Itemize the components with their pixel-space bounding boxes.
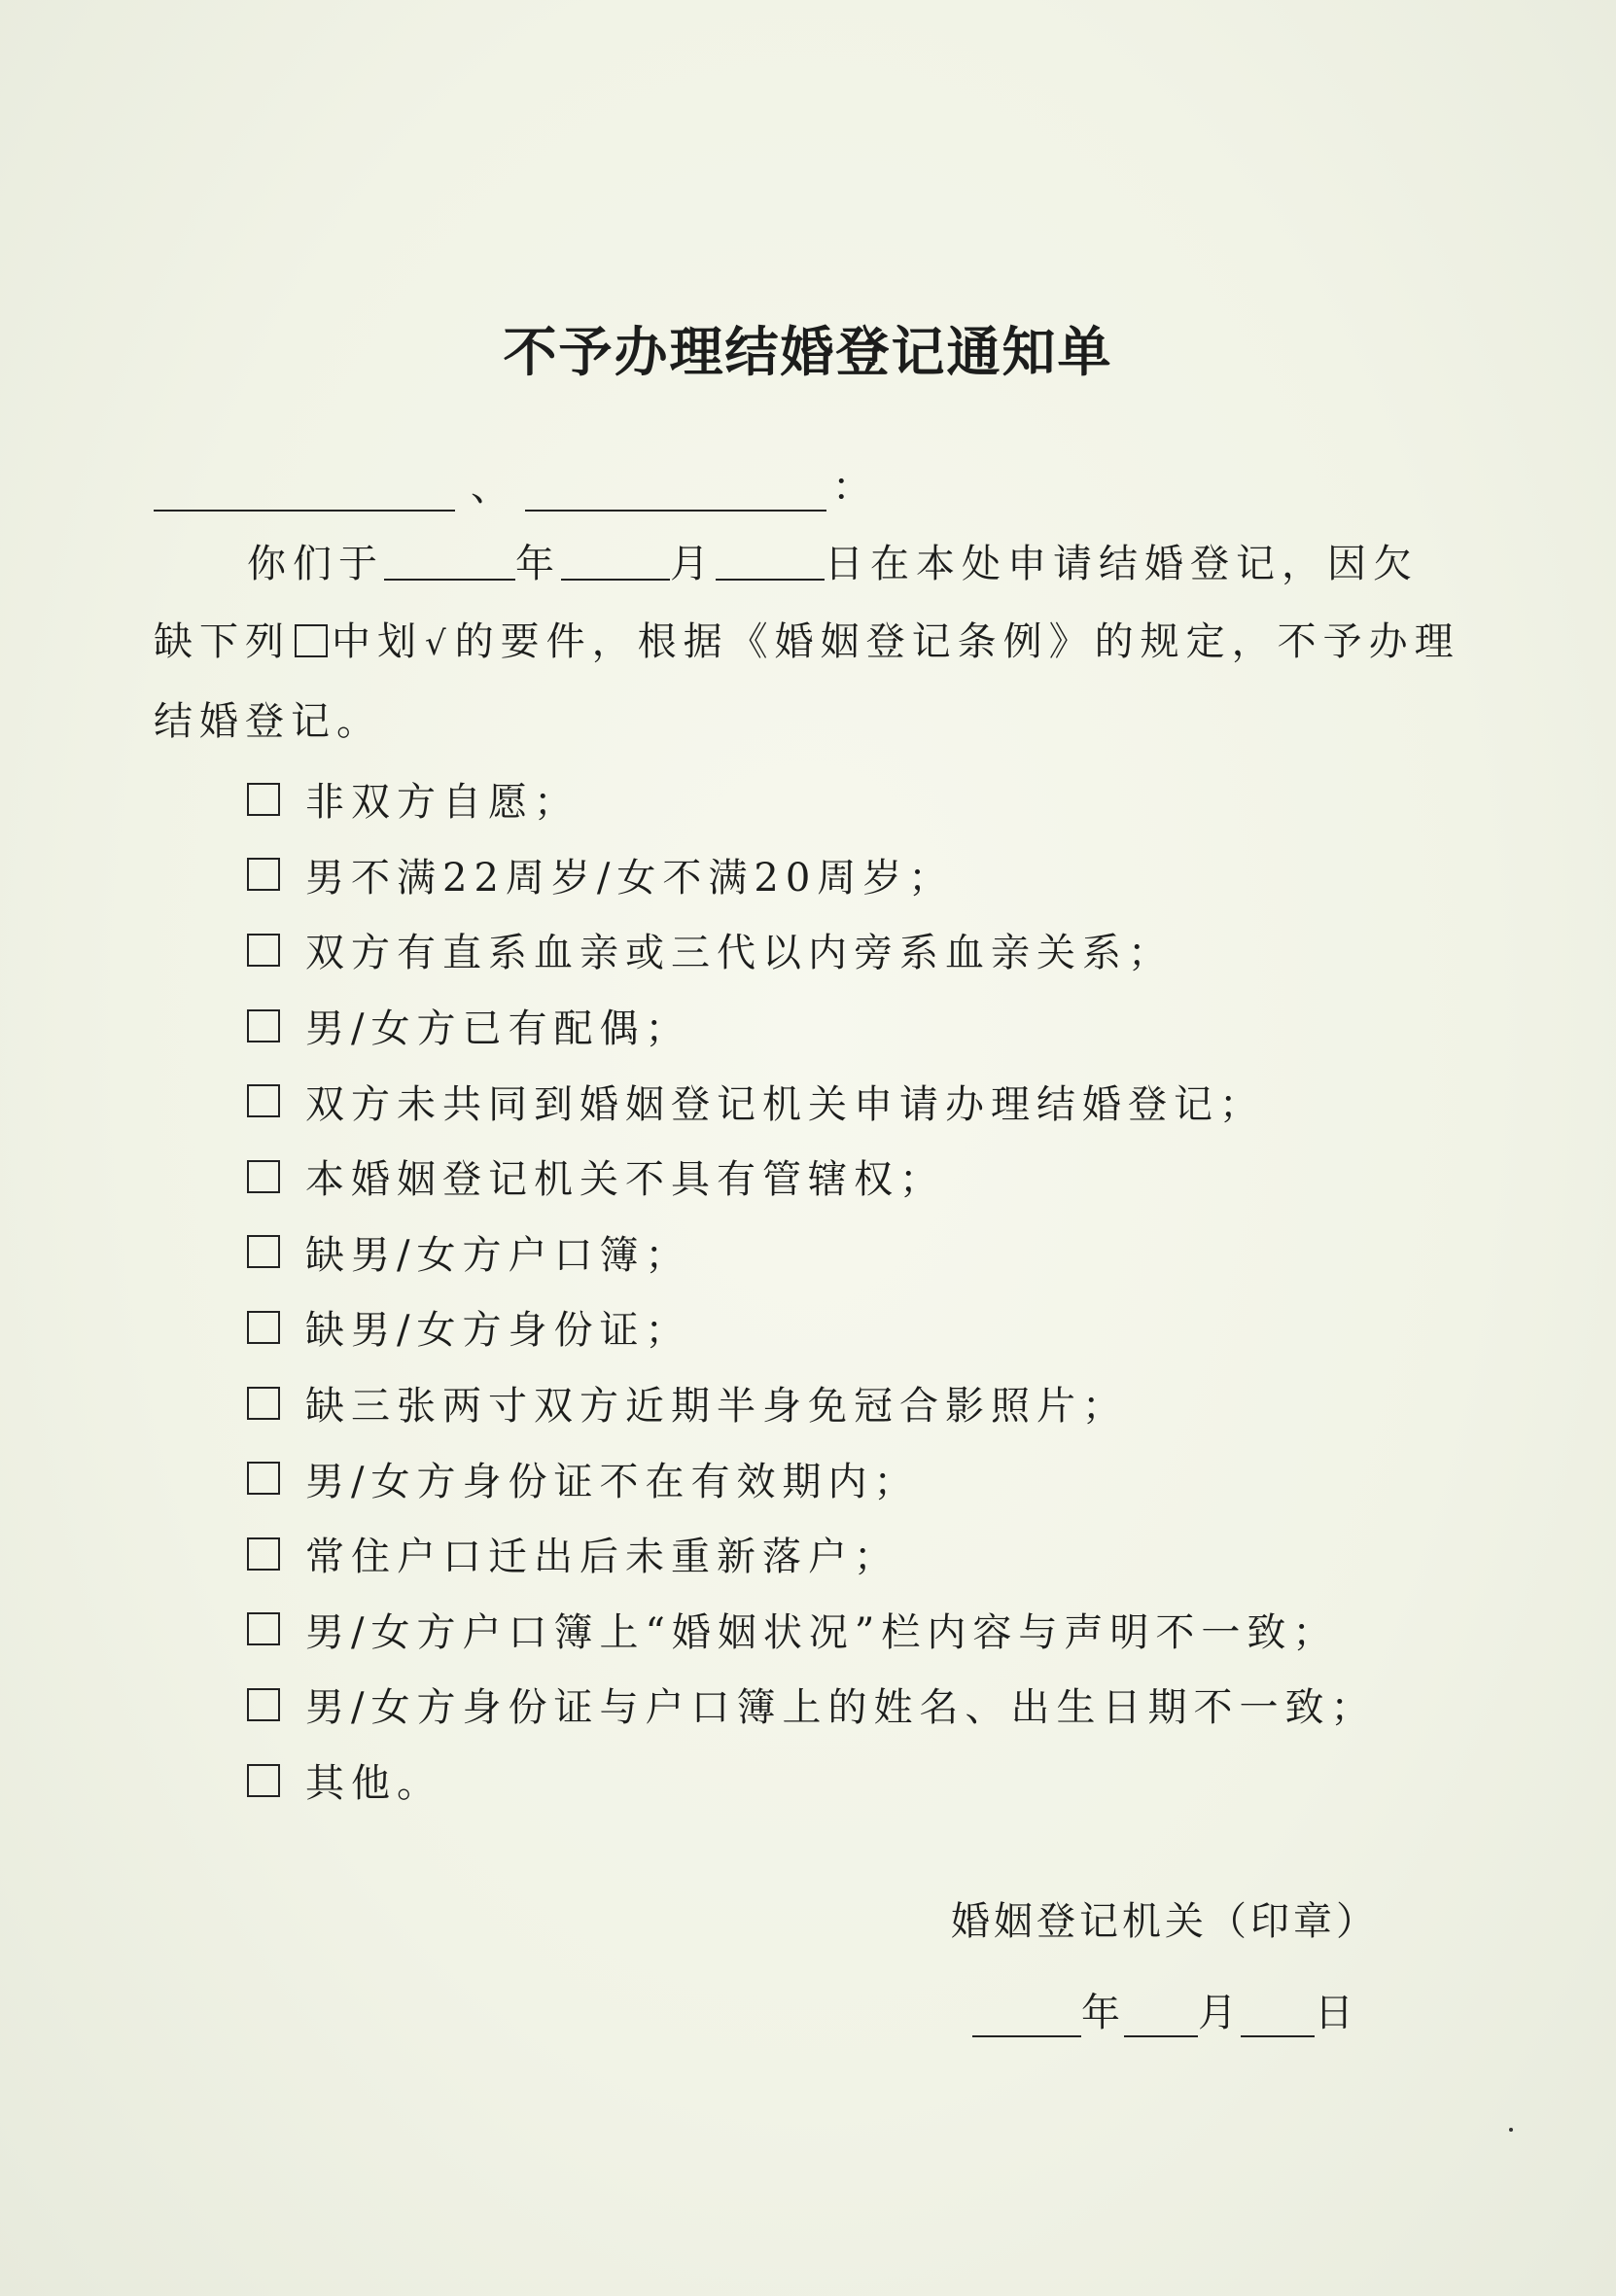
checkbox[interactable] (247, 934, 280, 967)
addressee-separator: 、 (471, 465, 509, 510)
checklist-item-label: 男/女方已有配偶； (305, 1007, 691, 1052)
year-blank[interactable] (384, 546, 515, 581)
checklist-item (247, 1592, 1376, 1668)
checkbox[interactable] (247, 1688, 280, 1721)
checklist-item (247, 1365, 1376, 1441)
checklist-item-label: 常住户口迁出后未重新落户； (305, 1535, 899, 1580)
day-blank[interactable] (716, 546, 825, 581)
issuing-agency-seal: 婚姻登记机关（印章） (951, 1899, 1379, 1944)
month-blank[interactable] (561, 546, 670, 581)
intro-line-2 (154, 603, 1466, 683)
checklist-item-label: 其他。 (305, 1761, 442, 1807)
checkbox[interactable] (247, 1537, 280, 1571)
checklist-item-label: 双方未共同到婚姻登记机关申请办理结婚登记； (305, 1081, 1265, 1127)
footer-year-blank[interactable] (972, 2002, 1081, 2037)
paper-speck (1509, 2128, 1513, 2132)
checklist-item-label: 缺三张两寸双方近期半身免冠合影照片； (305, 1384, 1128, 1430)
footer-date-line (972, 1982, 1357, 2037)
footer-month-blank[interactable] (1124, 2002, 1198, 2037)
checkbox[interactable] (247, 1462, 280, 1495)
intro-line2-suffix: 的要件，根据《婚姻登记条例》的规定，不予办理 (454, 619, 1460, 664)
checkbox[interactable] (247, 1084, 280, 1117)
checklist-item-label: 男/女方身份证不在有效期内； (305, 1459, 920, 1504)
addressee-line (154, 467, 871, 512)
checkbox[interactable] (247, 1387, 280, 1420)
checklist-item (247, 837, 1376, 913)
intro-prefix: 你们于 (247, 542, 384, 586)
checkbox[interactable] (247, 1612, 280, 1645)
checklist-item-label: 缺男/女方身份证； (305, 1308, 691, 1354)
footer-day-label: 日 (1315, 1991, 1357, 2035)
checkbox[interactable] (247, 1764, 280, 1797)
addressee-colon: ： (832, 465, 871, 510)
checklist-item (247, 1440, 1376, 1516)
checkbox[interactable] (247, 1009, 280, 1042)
footer-year-label: 年 (1081, 1991, 1124, 2035)
checklist-item-label: 本婚姻登记机关不具有管辖权； (305, 1157, 945, 1203)
checklist-item (247, 1063, 1376, 1139)
checklist-item-label: 非双方自愿； (305, 780, 580, 826)
document-title: 不予办理结婚登记通知单 (503, 321, 1113, 383)
checklist-item (247, 1139, 1376, 1215)
requirement-checklist (247, 761, 1376, 1818)
checkbox[interactable] (247, 783, 280, 816)
intro-line2-mid: 中划 (332, 619, 423, 664)
addressee-name-blank-2[interactable] (525, 473, 826, 512)
intro-line1-suffix: 日在本处申请结婚登记，因欠 (825, 542, 1419, 586)
checklist-item (247, 1667, 1376, 1743)
checklist-item-label: 双方有直系血亲或三代以内旁系血亲关系； (305, 931, 1174, 976)
checkbox[interactable] (247, 858, 280, 891)
addressee-name-blank-1[interactable] (154, 473, 455, 512)
checklist-item (247, 1516, 1376, 1592)
intro-year-label: 年 (515, 542, 561, 586)
intro-line-3: 结婚登记。 (154, 699, 382, 744)
checkbox[interactable] (247, 1311, 280, 1344)
checkbox-icon (295, 624, 328, 657)
checkbox[interactable] (247, 1235, 280, 1268)
intro-paragraph (154, 525, 1466, 760)
checkbox[interactable] (247, 1160, 280, 1193)
checklist-item-label: 男/女方户口簿上“婚姻状况”栏内容与声明不一致； (305, 1609, 1339, 1655)
checklist-item-label: 男不满22周岁/女不满20周岁； (305, 855, 955, 901)
checklist-item (247, 761, 1376, 837)
checklist-item (247, 988, 1376, 1064)
checklist-item-label: 缺男/女方户口簿； (305, 1232, 691, 1278)
checklist-item (247, 912, 1376, 988)
checklist-item (247, 1743, 1376, 1819)
checkmark-icon: √ (425, 624, 453, 663)
intro-line-1 (154, 525, 1466, 603)
footer-month-label: 月 (1198, 1991, 1241, 2035)
footer-day-blank[interactable] (1241, 2002, 1315, 2037)
checklist-item (247, 1215, 1376, 1290)
checklist-item-label: 男/女方身份证与户口簿上的姓名、出生日期不一致； (305, 1685, 1377, 1731)
checklist-item (247, 1289, 1376, 1365)
intro-month-label: 月 (670, 542, 716, 586)
intro-line2-prefix: 缺下列 (154, 619, 291, 664)
